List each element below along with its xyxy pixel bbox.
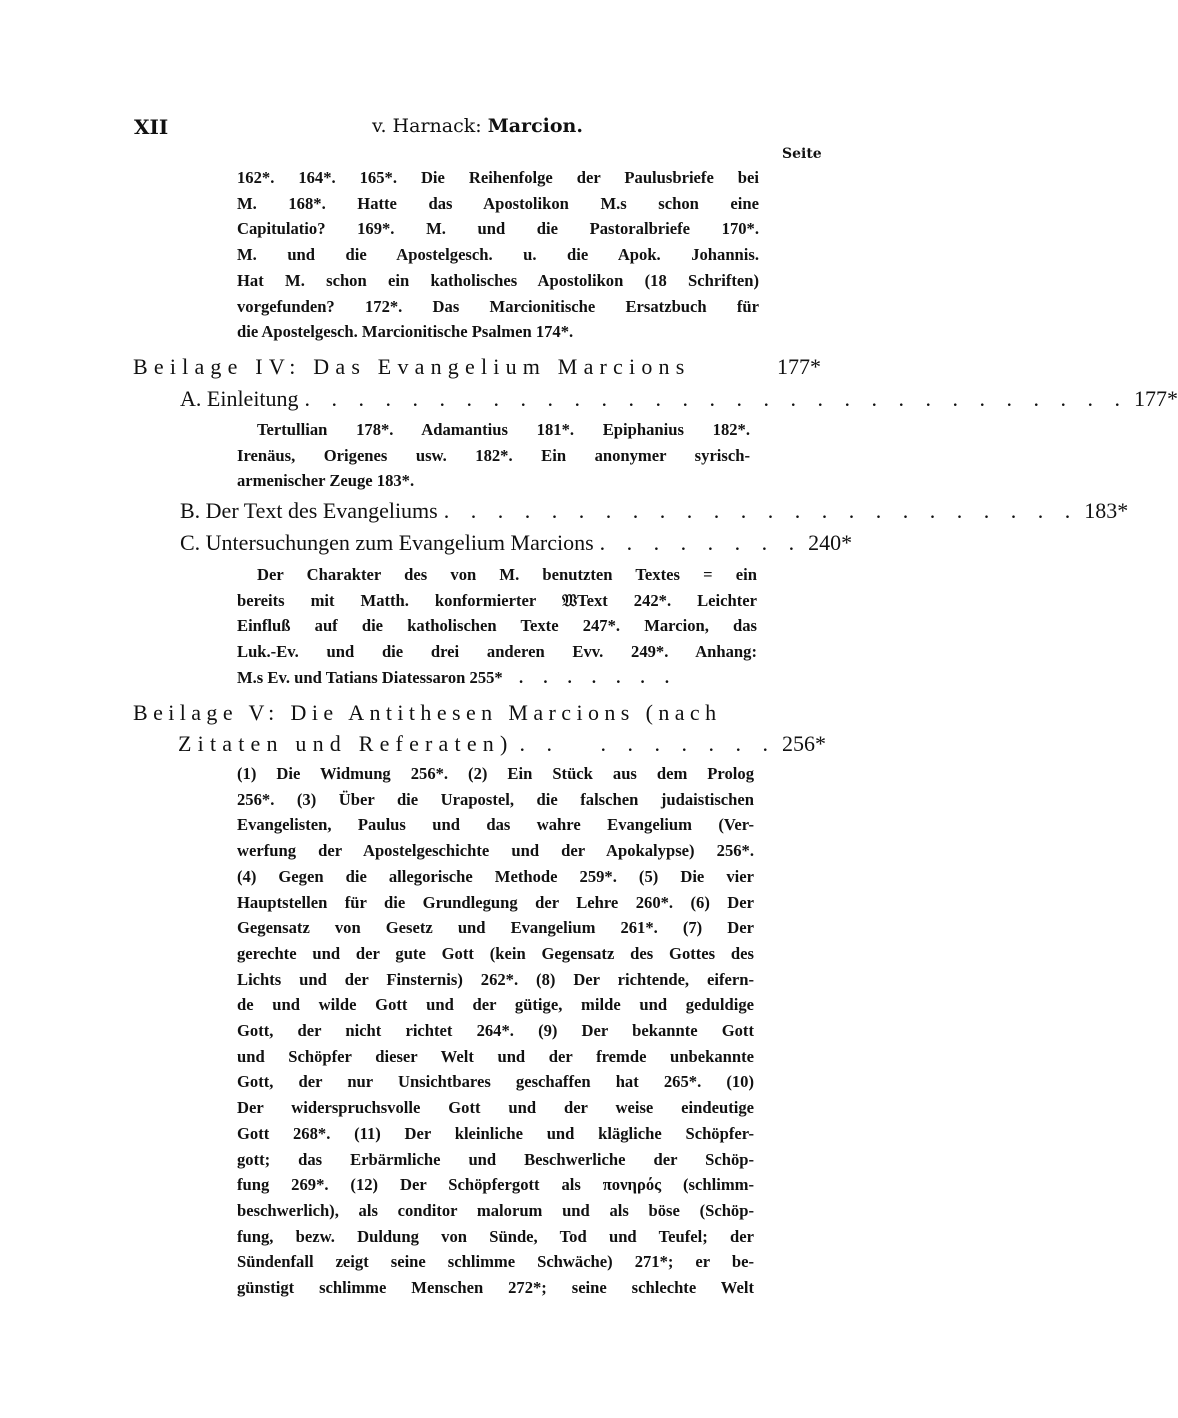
toc-entry-4a [180, 386, 1178, 412]
text-line: (4) Gegen die allegorische Methode 259*. (5) Die vier [237, 866, 754, 886]
section-4a-summary [237, 417, 750, 494]
text-line: (1) Die Widmung 256*. (2) Ein Stück aus dem Prolog [237, 764, 754, 783]
text-line: de und wilde Gott und der gütige, milde und geduldige [237, 995, 754, 1015]
text-line: Gott, der nur Unsichtbares geschaffen hat 265*. (10) [237, 1072, 754, 1092]
page-number: XII [134, 115, 169, 139]
dot-leader: . . . . . . . [506, 667, 677, 687]
toc-entry-title: C. Untersuchungen zum Evangelium Marcions [180, 530, 594, 555]
text-line: Sündenfall zeigt seine schlimme Schwäche) 271*; er be- [237, 1252, 754, 1272]
text-line: gerechte und der gute Gott (kein Gegensatz des Gottes des [237, 943, 754, 963]
toc-entry-beilage-5-title-line-1: Beilage V: Die Antithesen Marcions (nach [133, 700, 722, 725]
dot-leader: . . . . . . . . . . . . . . . . . . . . . . . . [443, 498, 1079, 523]
text-line: werfung der Apostelgeschichte und der Apokalypse) 256*. [237, 841, 754, 861]
toc-entry-page: 240* [808, 530, 853, 555]
text-line: armenischer Zeuge 183*. [237, 471, 415, 491]
text-line: M. und die Apostelgesch. u. die Apok. Johannis. [237, 245, 759, 265]
text-line: fung, bezw. Duldung von Sünde, Tod und Teufel; der [237, 1226, 754, 1246]
toc-entry-title: Beilage IV: Das Evangelium Marcions [133, 354, 691, 379]
toc-entry-title: A. Einleitung [180, 386, 299, 411]
header-title: Marcion. [487, 115, 583, 137]
text-line [237, 665, 757, 691]
text-line: und Schöpfer dieser Welt und der fremde unbekannte [237, 1046, 754, 1066]
dot-leader: . . . . . . . . [599, 530, 803, 555]
header-author: v. Harnack: [372, 115, 482, 137]
text-line: Hat M. schon ein katholisches Apostolikon (18 Schriften) [237, 270, 759, 290]
text-line: M. 168*. Hatte das Apostolikon M.s schon eine [237, 193, 759, 213]
text-line: 256*. (3) Über die Urapostel, die falschen judaistischen [237, 789, 754, 809]
text-line: beschwerlich), als conditor malorum und als böse (Schöp- [237, 1200, 754, 1220]
text-line: 162*. 164*. 165*. Die Reihenfolge der Paulusbriefe bei [237, 168, 759, 187]
column-label-seite: Seite [782, 146, 822, 162]
text-line: Einfluß auf die katholischen Texte 247*. Marcion, das [237, 616, 757, 636]
text-line: Der widerspruchsvolle Gott und der weise eindeutige [237, 1098, 754, 1118]
toc-entry-page: 183* [1084, 498, 1129, 523]
text-line-part: M.s Ev. und Tatians Diatessaron 255* [237, 667, 503, 687]
text-line: gott; das Erbärmliche und Beschwerliche der Schöp- [237, 1149, 754, 1169]
text-line: Der Charakter des von M. benutzten Textes = ein [257, 565, 757, 584]
toc-entry-page: 177* [1134, 386, 1178, 411]
text-line: Tertullian 178*. Adamantius 181*. Epiphanius 182*. [257, 420, 750, 439]
toc-entry-title: Zitaten und Referaten) [178, 731, 514, 756]
text-line: Gott 268*. (11) Der kleinliche und klägliche Schöpfer- [237, 1123, 754, 1143]
text-line: Capitulatio? 169*. M. und die Pastoralbriefe 170*. [237, 219, 759, 239]
section-5-summary [237, 761, 754, 1301]
text-line: fung 269*. (12) Der Schöpfergott als πονηρός (schlimm- [237, 1175, 754, 1195]
dot-leader: . . . . . . . . . . . . . . . . . . . . . . . . . . . . . . . [304, 386, 1129, 411]
section-4c-summary [237, 562, 757, 691]
toc-entry-page: 256* [782, 731, 827, 756]
toc-entry-beilage-4 [133, 354, 821, 380]
dot-leader: . . . . . . . . . [519, 731, 777, 756]
text-line: Gegensatz von Gesetz und Evangelium 261*. (7) Der [237, 918, 754, 938]
toc-entry-4b [180, 498, 1129, 524]
toc-entry-4c [180, 530, 853, 556]
continuation-paragraph [237, 165, 759, 345]
toc-entry-beilage-5 [178, 731, 827, 757]
running-header [372, 115, 583, 137]
text-line: Luk.-Ev. und die drei anderen Evv. 249*. Anhang: [237, 642, 757, 662]
toc-entry-title: B. Der Text des Evangeliums [180, 498, 438, 523]
text-line: Irenäus, Origenes usw. 182*. Ein anonymer syrisch- [237, 445, 750, 465]
text-line: die Apostelgesch. Marcionitische Psalmen 174*. [237, 322, 574, 342]
text-line: Lichts und der Finsternis) 262*. (8) Der richtende, eifern- [237, 969, 754, 989]
text-line: günstigt schlimme Menschen 272*; seine schlechte Welt [237, 1278, 754, 1298]
text-line: Gott, der nicht richtet 264*. (9) Der bekannte Gott [237, 1021, 754, 1041]
text-line: Evangelisten, Paulus und das wahre Evangelium (Ver- [237, 815, 754, 835]
text-line: vorgefunden? 172*. Das Marcionitische Ersatzbuch für [237, 296, 759, 316]
toc-entry-page: 177* [777, 354, 821, 379]
text-line: bereits mit Matth. konformierter 𝔚Text 242*. Leichter [237, 590, 757, 610]
text-line: Hauptstellen für die Grundlegung der Lehre 260*. (6) Der [237, 892, 754, 912]
